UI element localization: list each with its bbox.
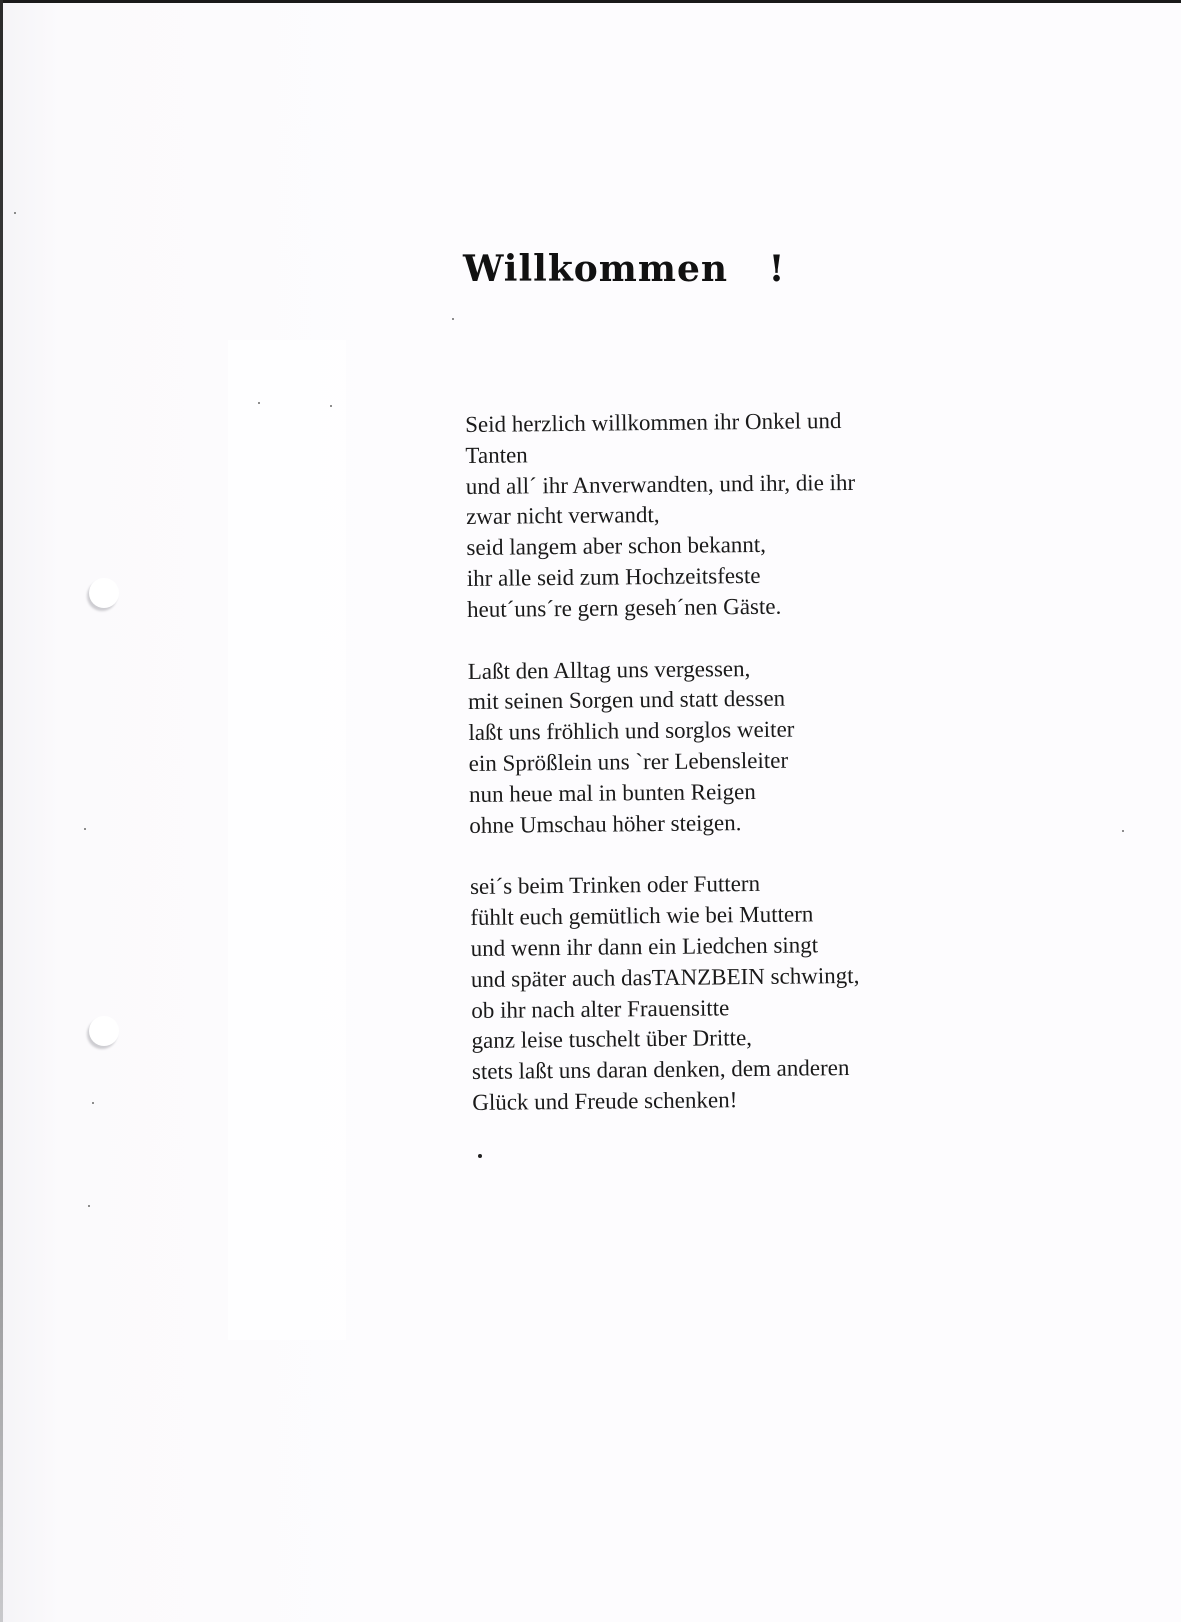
poem-line: seid langem aber schon bekannt, — [466, 532, 767, 561]
poem-line: und später auch dasTANZBEIN schwingt, — [470, 962, 860, 992]
poem-line: ihr alle seid zum Hochzeitsfeste — [466, 562, 761, 591]
poem-line: mit seinen Sorgen und statt dessen — [467, 686, 786, 715]
scan-highlight-strip — [228, 340, 346, 1340]
poem-line: Laßt den Alltag uns vergessen, — [467, 655, 751, 684]
poem-line: heut´uns´re gern geseh´nen Gäste. — [466, 593, 782, 622]
poem-line: ob ihr nach alter Frauensitte — [471, 994, 730, 1023]
page-left-edge — [0, 0, 3, 1622]
scan-speck — [330, 405, 332, 407]
poem-line: laßt uns fröhlich und sorglos weiter — [468, 716, 795, 746]
poem-line: stets laßt uns daran denken, dem anderen — [471, 1055, 850, 1085]
page-top-edge — [0, 0, 1181, 3]
scan-speck — [92, 1102, 94, 1104]
poem-line: sei´s beim Trinken oder Futtern — [469, 871, 761, 900]
scan-speck — [452, 318, 454, 320]
poem-line: nun heue mal in bunten Reigen — [468, 778, 756, 807]
poem-line: zwar nicht verwandt, — [465, 502, 660, 530]
poem — [465, 405, 993, 1150]
scan-speck — [14, 212, 16, 214]
poem-line: Glück und Freude schenken! — [472, 1087, 738, 1115]
poem-line: Tanten — [465, 442, 528, 468]
punch-hole — [89, 1016, 119, 1046]
stanza-3 — [470, 867, 993, 1119]
scan-speck — [88, 1205, 90, 1207]
poem-line: ohne Umschau höher steigen. — [469, 809, 742, 838]
stanza-2 — [468, 651, 990, 841]
poem-line: ein Sprößlein uns `rer Lebensleiter — [468, 747, 789, 776]
poem-line: fühlt euch gemütlich wie bei Muttern — [470, 901, 814, 931]
scan-speck — [84, 828, 86, 830]
poem-line: und all´ ihr Anverwandten, und ihr, die ihr — [465, 469, 856, 499]
poem-line: und wenn ihr dann ein Liedchen singt — [470, 932, 819, 961]
stanza-1 — [465, 405, 987, 626]
punch-hole — [89, 578, 119, 608]
scan-speck — [1122, 830, 1124, 832]
page-title: Willkommen ! — [463, 248, 786, 290]
poem-line: Seid herzlich willkommen ihr Onkel und — [465, 408, 842, 437]
scan-speck — [258, 402, 260, 404]
stray-dot — [478, 1154, 482, 1158]
poem-line: ganz leise tuschelt über Dritte, — [471, 1025, 753, 1054]
